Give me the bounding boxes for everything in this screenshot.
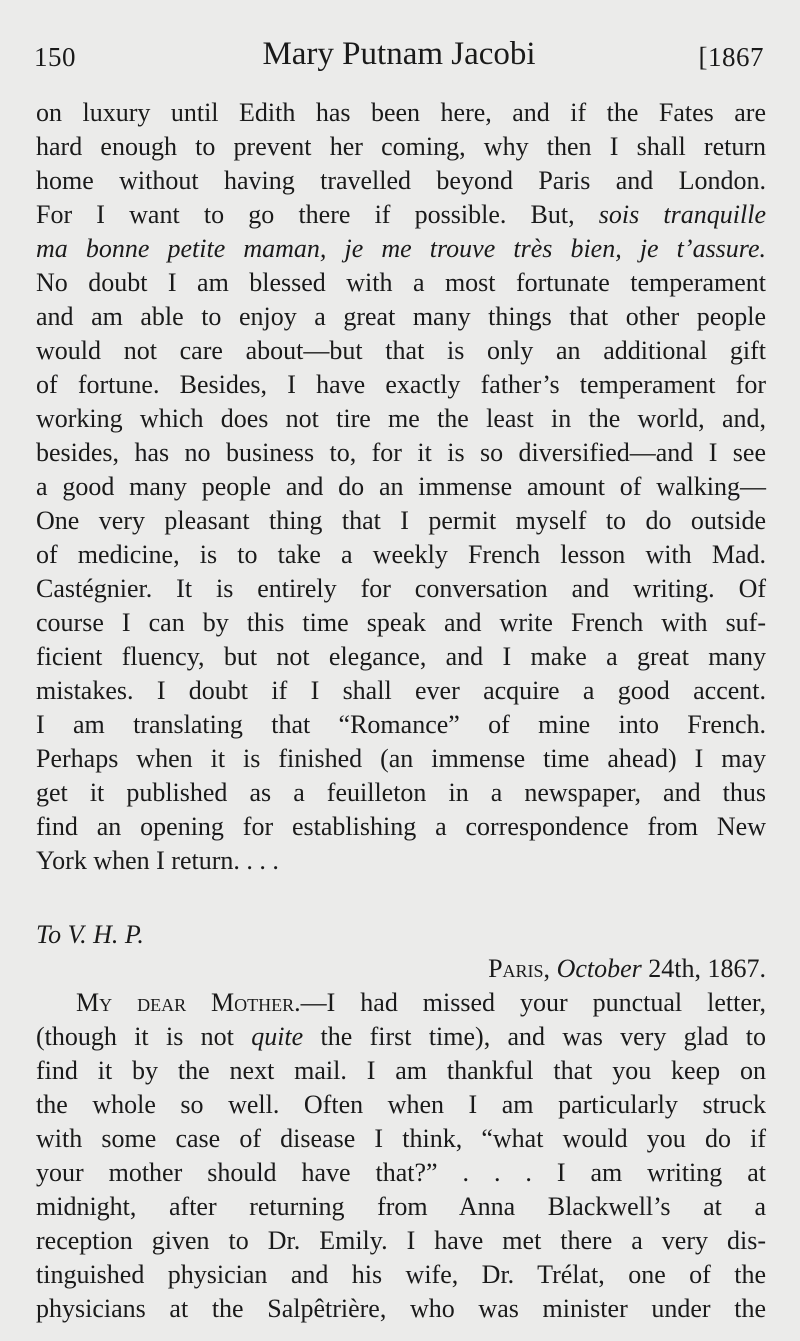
letter-recipient: To V. H. P. bbox=[36, 920, 144, 949]
letter-place: Paris, bbox=[488, 954, 551, 983]
text-line: on luxury until Edith has been here, and if the Fates are bbox=[36, 98, 766, 127]
letter-paragraph bbox=[36, 986, 766, 1326]
text-line: Perhaps when it is finished (an immense time ahead) I may bbox=[36, 744, 766, 773]
running-header bbox=[34, 36, 764, 84]
text-line: the whole so well. Often when I am particularly struck bbox=[36, 1090, 766, 1119]
text-line: with some case of disease I think, “what would you do if bbox=[36, 1124, 766, 1153]
italic-text-run: sois tranquille bbox=[598, 200, 766, 229]
text-line: I am translating that “Romance” of mine into French. bbox=[36, 710, 766, 739]
text-run: —I had missed your punctual letter, bbox=[300, 988, 766, 1017]
letter-date-rest: 24th, 1867. bbox=[648, 954, 766, 983]
text-line: midnight, after returning from Anna Blackwell’s at a bbox=[36, 1192, 766, 1221]
text-line bbox=[36, 198, 766, 232]
salutation: My dear Mother. bbox=[76, 988, 301, 1017]
text-line: find an opening for establishing a correspondence from New bbox=[36, 812, 766, 841]
text-line: ficient fluency, but not elegance, and I make a great many bbox=[36, 642, 766, 671]
running-year: [1867 bbox=[698, 42, 764, 72]
text-line-italic: ma bonne petite maman, je me trouve très bien, je t’assure. bbox=[36, 234, 766, 263]
text-line: reception given to Dr. Emily. I have met there a very dis- bbox=[36, 1226, 766, 1255]
page-body bbox=[36, 96, 766, 1326]
text-line: One very pleasant thing that I permit myself to do outside bbox=[36, 506, 766, 535]
running-title: Mary Putnam Jacobi bbox=[262, 36, 536, 72]
text-line: working which does not tire me the least in the world, and, bbox=[36, 404, 766, 433]
text-run: (though it is not bbox=[36, 1022, 252, 1051]
page-number: 150 bbox=[34, 42, 76, 72]
text-run: the first time), and was very glad to bbox=[303, 1022, 766, 1051]
text-run: For I want to go there if possible. But, bbox=[36, 200, 599, 229]
text-line: No doubt I am blessed with a most fortunate temperament bbox=[36, 268, 766, 297]
text-line: course I can by this time speak and write French with suf- bbox=[36, 608, 766, 637]
text-line: of medicine, is to take a weekly French lesson with Mad. bbox=[36, 540, 766, 569]
letter-dateline bbox=[36, 952, 766, 986]
text-line: York when I return. . . . bbox=[36, 846, 279, 875]
text-line: hard enough to prevent her coming, why then I shall return bbox=[36, 132, 766, 161]
text-line: physicians at the Salpêtrière, who was minister under the bbox=[36, 1294, 766, 1323]
text-line: would not care about—but that is only an additional gift bbox=[36, 336, 766, 365]
text-line bbox=[36, 986, 766, 1020]
text-line: find it by the next mail. I am thankful that you keep on bbox=[36, 1056, 766, 1085]
text-line: get it published as a feuilleton in a newspaper, and thus bbox=[36, 778, 766, 807]
text-line: Castégnier. It is entirely for conversation and writing. Of bbox=[36, 574, 766, 603]
section-gap bbox=[36, 878, 766, 918]
text-line: a good many people and do an immense amount of walking— bbox=[36, 472, 766, 501]
text-line: mistakes. I doubt if I shall ever acquire a good accent. bbox=[36, 676, 766, 705]
italic-text-run: quite bbox=[251, 1022, 304, 1051]
letter-date-month: October bbox=[556, 954, 642, 983]
text-line: tinguished physician and his wife, Dr. Trélat, one of the bbox=[36, 1260, 766, 1289]
text-line: besides, has no business to, for it is so diversified—and I see bbox=[36, 438, 766, 467]
text-line bbox=[36, 1020, 766, 1054]
text-line: home without having travelled beyond Paris and London. bbox=[36, 166, 766, 195]
text-line: and am able to enjoy a great many things that other people bbox=[36, 302, 766, 331]
paragraph-continuation bbox=[36, 96, 766, 878]
text-line: of fortune. Besides, I have exactly father’s temperament for bbox=[36, 370, 766, 399]
text-line: your mother should have that?” . . . I am writing at bbox=[36, 1158, 766, 1187]
